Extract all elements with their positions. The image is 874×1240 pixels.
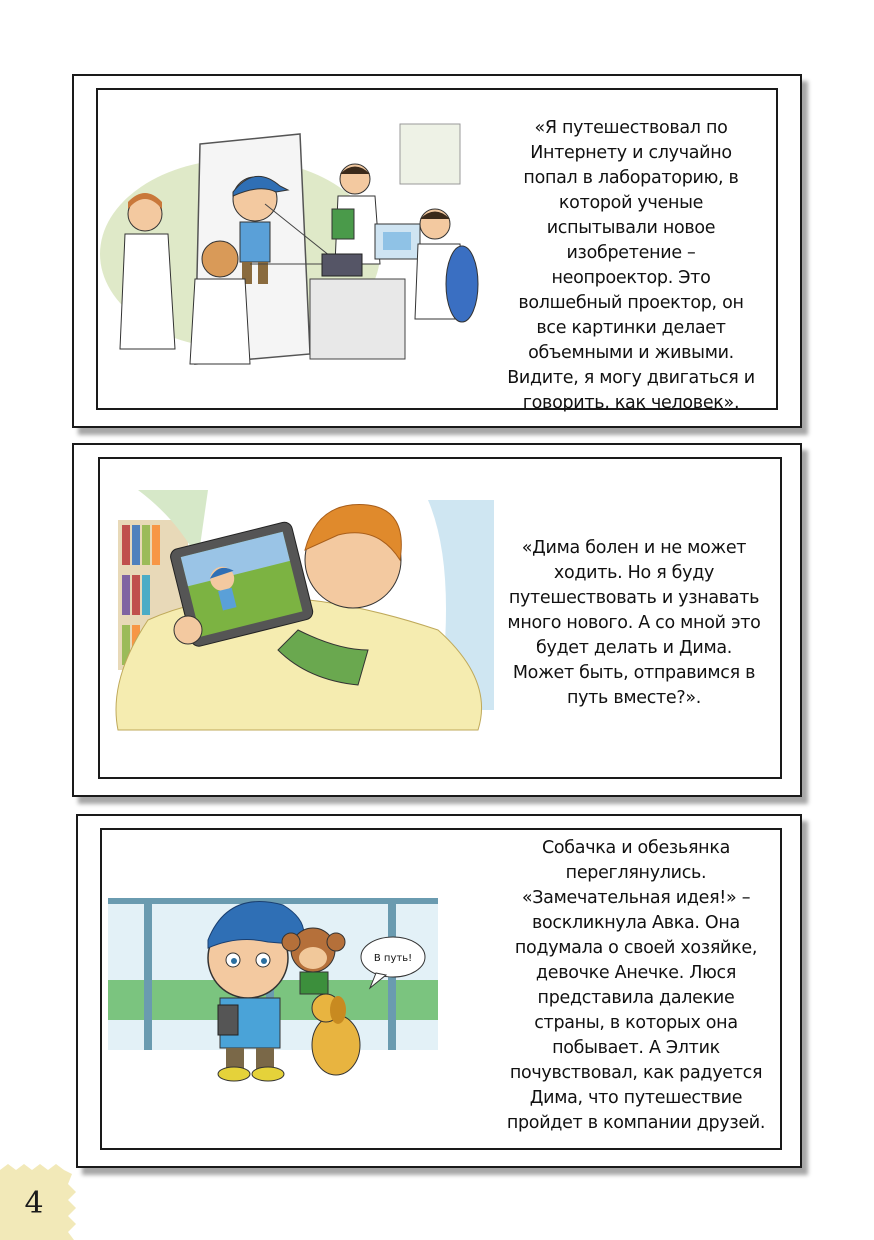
page-number: 4 [24, 1186, 44, 1221]
speech-bubble-text: В путь! [373, 953, 413, 964]
tablet-illustration [108, 480, 494, 750]
panel-2-text: «Дима болен и не может ходить. Но я буду путешествовать и узнавать много нового. А со мной это будет делать и Дима. Может быть, отправимся в путь вместе?». [507, 538, 761, 708]
lab-illustration [100, 104, 490, 404]
friends-illustration [108, 880, 494, 1090]
panel-3-text: Собачка и обезьянка переглянулись. «Замечательная идея!» – воскликнула Авка. Она подумала о своей хозяйке, девочке Анечке. Люся представила далекие страны, в которых она побывает. А Элтик почувствовал, как радуется Дима, что путешествие пройдет в компании друзей. [506, 838, 766, 1133]
panel-1-text: «Я путешествовал по Интернету и случайно попал в лабораторию, в которой ученые испытывали новое изобретение – неопроектор. Это волшебный проектор, он все картинки делает объемными и живыми. Видите, я могу двигаться и говорить, как человек». [507, 118, 755, 413]
